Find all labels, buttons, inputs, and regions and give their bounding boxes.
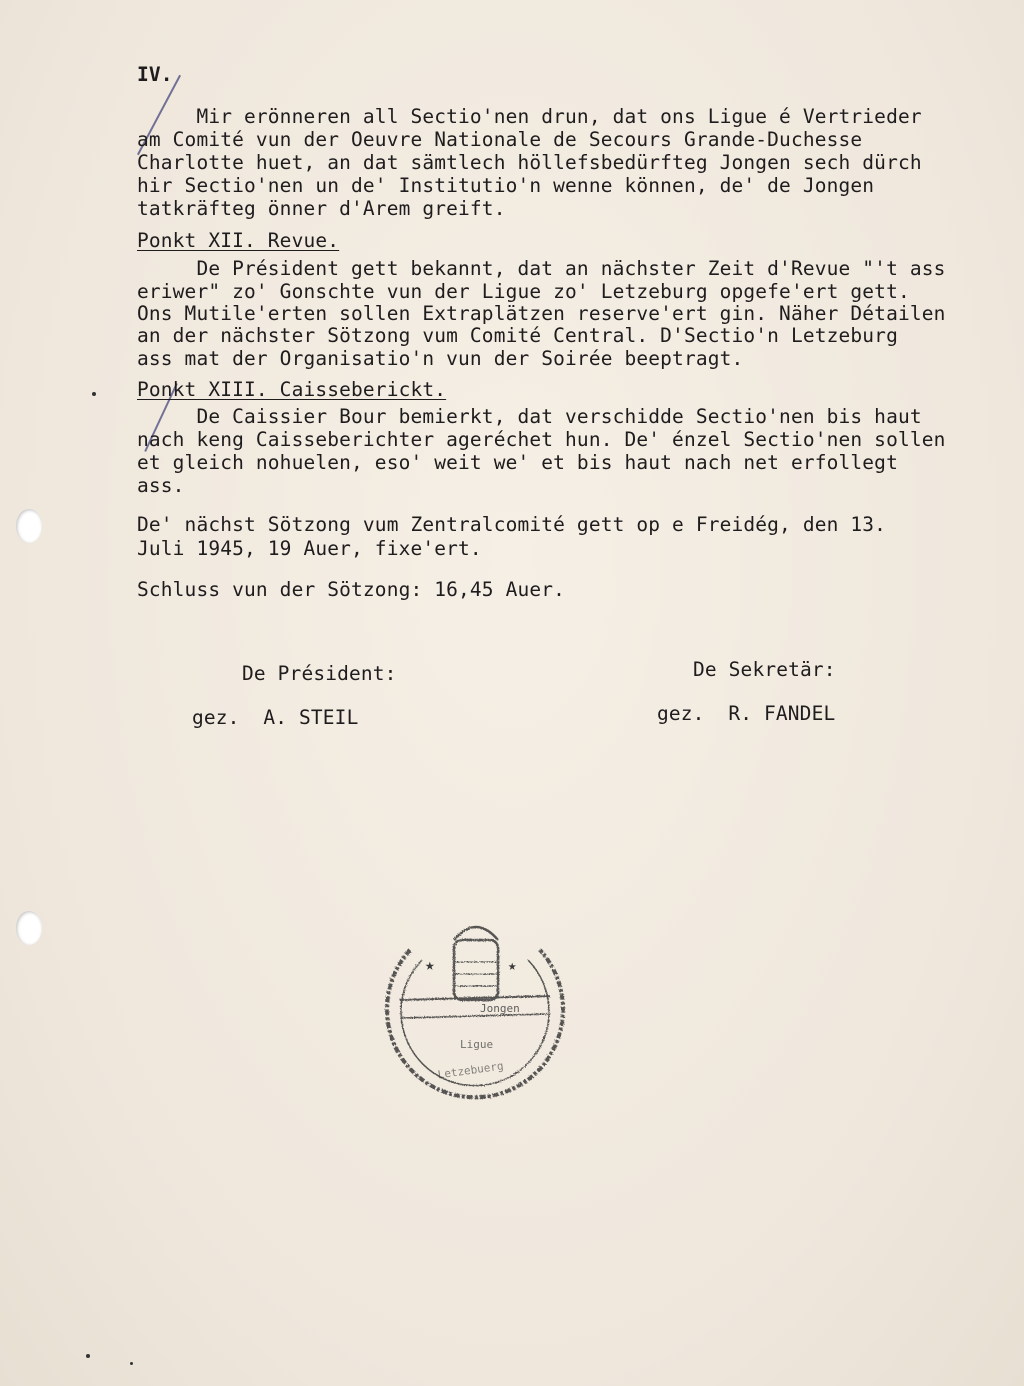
paragraph-line: ass. [137,474,185,497]
paragraph-line: hir Sectio'nen un de' Institutio'n wenne können, de' de Jongen [137,174,875,197]
official-stamp [370,910,580,1110]
paragraph-line: Charlotte huet, an dat sämtlech höllefsbedürfteg Jongen sech dürch [137,151,922,174]
section-heading-xiii: Ponkt XIII. Caisseberickt. [137,378,447,401]
next-meeting-line: De' nächst Sötzong vum Zentralcomité gett op e Freidég, den 13. [137,513,887,536]
stamp-star: ★ [425,955,435,974]
section-heading-xii: Ponkt XII. Revue. [137,229,340,252]
paragraph-line: et gleich nohuelen, eso' weit we' et bis haut nach net erfollegt [137,451,898,474]
paragraph-line: De Président gett bekannt, dat an nächster Zeit d'Revue "'t ass [137,257,946,280]
president-signature: gez. A. STEIL [192,706,359,729]
page-number: IV. [137,63,173,86]
margin-dot [92,392,96,396]
margin-dot [86,1354,90,1358]
paragraph-line: nach keng Caisseberichter ageréchet hun. De' énzel Sectio'nen sollen [137,428,946,451]
paragraph-line: eriwer" zo' Gonschte vun der Ligue zo' Letzeburg opgefe'ert gett. [137,280,910,303]
paragraph-line: De Caissier Bour bemierkt, dat verschidde Sectio'nen bis haut [137,405,922,428]
secretary-signature: gez. R. FANDEL [657,702,836,725]
stamp-text-middle: Ligue [460,1038,494,1051]
secretary-title: De Sekretär: [693,658,836,681]
paragraph-line: Ons Mutile'erten sollen Extraplätzen reserve'ert gin. Näher Détailen [137,302,946,325]
punch-hole-top [16,509,42,543]
stamp-text-top: Jongen [480,1002,520,1015]
next-meeting-line: Juli 1945, 19 Auer, fixe'ert. [137,537,482,560]
paragraph-line: an der nächster Sötzong vum Comité Central. D'Sectio'n Letzeburg [137,324,898,347]
paragraph-line: tatkräfteg önner d'Arem greift. [137,197,506,220]
margin-dot [130,1362,133,1365]
punch-hole-bottom [16,911,42,945]
stamp-text-bottom: Letzebuerg [436,1059,505,1082]
paragraph-line: Mir erönneren all Sectio'nen drun, dat ons Ligue é Vertrieder [137,105,922,128]
president-title: De Président: [242,662,397,685]
paragraph-line: ass mat der Organisatio'n vun der Soirée beeptragt. [137,347,744,370]
stamp-star: ★ [508,958,517,974]
closing-line: Schluss vun der Sötzong: 16,45 Auer. [137,578,566,601]
paragraph-line: am Comité vun der Oeuvre Nationale de Secours Grande-Duchesse [137,128,863,151]
